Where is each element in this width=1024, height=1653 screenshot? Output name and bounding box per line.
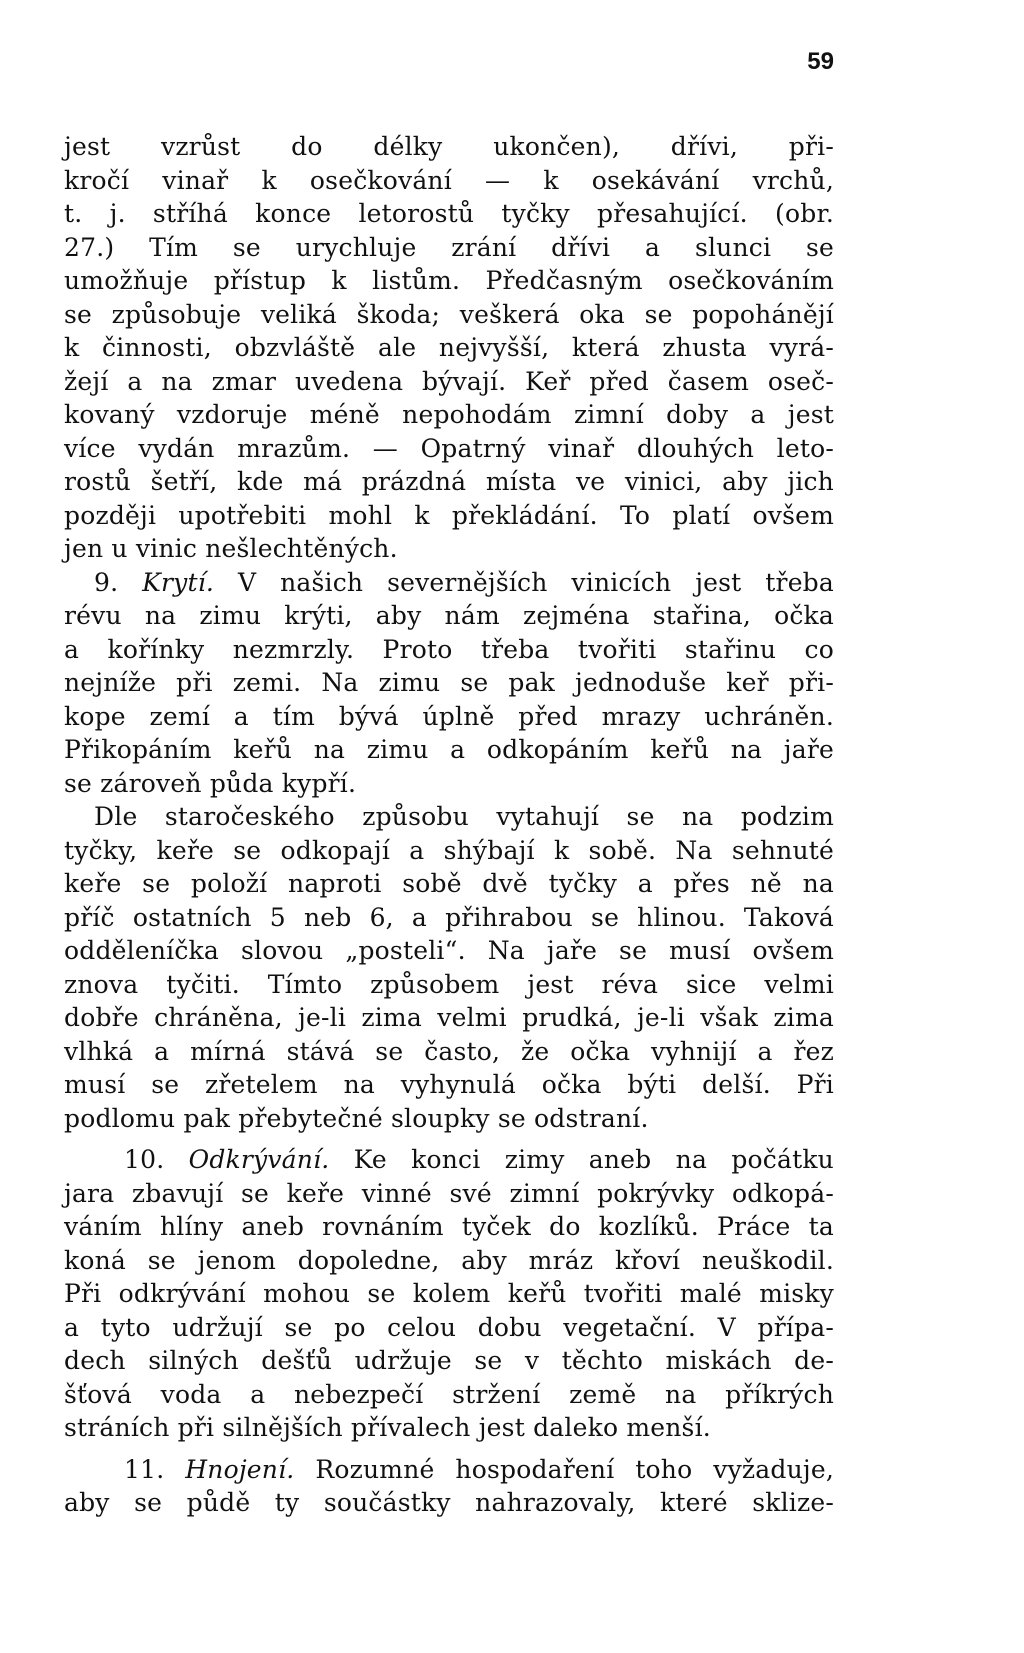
section-heading-line bbox=[64, 1453, 834, 1487]
text-line: znova tyčiti. Tímto způsobem jest réva sice velmi bbox=[64, 969, 834, 999]
text-line: rostů šetří, kde má prázdná místa ve vinici, aby jich bbox=[64, 467, 834, 496]
text-line: dobře chráněna, je-li zima velmi prudká, je-li však zima bbox=[64, 1003, 834, 1032]
text-line: nejníže při zemi. Na zimu se pak jednoduše keř při- bbox=[64, 668, 834, 697]
text-line: více vydán mrazům. — Opatrný vinař dlouhých leto- bbox=[64, 433, 834, 463]
section-number: 11. bbox=[124, 1454, 165, 1484]
text-line: a tyto udržují se po celou dobu vegetační. V přípa- bbox=[64, 1312, 834, 1342]
text-line: Přikopáním keřů na zimu a odkopáním keřů na jaře bbox=[64, 735, 834, 764]
text-line: podlomu pak přebytečné sloupky se odstraní. bbox=[64, 1103, 649, 1133]
text-line: dech silných dešťů udržuje se v těchto miskách de- bbox=[64, 1346, 834, 1375]
text-line: t. j. stříhá konce letorostů tyčky přesahující. (obr. bbox=[64, 199, 834, 228]
text-line: koná se jenom dopoledne, aby mráz křoví neuškodil. bbox=[64, 1245, 834, 1275]
paragraph-section-9 bbox=[64, 566, 834, 801]
text-line: umožňuje přístup k listům. Předčasným osečkováním bbox=[64, 266, 834, 295]
text-line: Při odkrývání mohou se kolem keřů tvořiti malé misky bbox=[64, 1279, 834, 1308]
page-number: 59 bbox=[807, 48, 834, 75]
text-line: jest vzrůst do délky ukončen), dřívi, při- bbox=[64, 132, 834, 161]
text-line: tyčky, keře se odkopají a shýbají k sobě. Na sehnuté bbox=[64, 835, 834, 865]
text-line: jen u vinic nešlechtěných. bbox=[64, 534, 398, 563]
text-line: vlhká a mírná stává se často, že očka vyhnijí a řez bbox=[64, 1036, 834, 1066]
text-line: stráních při silnějších přívalech jest daleko menší. bbox=[64, 1413, 711, 1442]
text-line: žejí a na zmar uvedena bývají. Keř před časem oseč- bbox=[64, 366, 834, 396]
text-line: později upotřebiti mohl k překládání. To platí ovšem bbox=[64, 500, 834, 530]
text-line: musí se zřetelem na vyhynulá očka býti delší. Při bbox=[64, 1070, 834, 1099]
text-line: příč ostatních 5 neb 6, a přihrabou se hlinou. Taková bbox=[64, 902, 834, 932]
section-title: Hnojení. bbox=[185, 1454, 295, 1484]
section-first-line: Rozumné hospodaření toho vyžaduje, bbox=[315, 1454, 834, 1484]
section-number: 10. bbox=[124, 1145, 165, 1174]
text-line: váním hlíny aneb rovnáním tyček do kozlíků. Práce ta bbox=[64, 1212, 834, 1241]
text-line: šťová voda a nebezpečí stržení země na příkrých bbox=[64, 1379, 834, 1409]
text-line: k činnosti, obzvláště ale nejvyšší, která zhusta vyrá- bbox=[64, 333, 834, 362]
section-heading-line bbox=[64, 1143, 834, 1177]
paragraph bbox=[64, 800, 834, 1135]
text-line: keře se položí naproti sobě dvě tyčky a přes ně na bbox=[64, 869, 834, 898]
page-body bbox=[64, 130, 834, 1520]
section-heading-line bbox=[64, 566, 834, 600]
section-title: Odkrývání. bbox=[188, 1145, 330, 1174]
text-line: Dle staročeského způsobu vytahují se na podzim bbox=[94, 802, 834, 831]
text-line: odděleníčka slovou „posteli“. Na jaře se musí ovšem bbox=[64, 936, 834, 965]
text-line: révu na zimu krýti, aby nám zejména stařina, očka bbox=[64, 601, 834, 630]
section-title: Krytí. bbox=[142, 567, 215, 597]
paragraph-section-10 bbox=[64, 1143, 834, 1445]
section-first-line: Ke konci zimy aneb na počátku bbox=[353, 1145, 834, 1174]
section-first-line: V našich severnějších vinicích jest třeba bbox=[237, 567, 834, 597]
text-line: se zároveň půda kypří. bbox=[64, 768, 357, 798]
paragraph bbox=[64, 130, 834, 566]
section-number: 9. bbox=[94, 567, 119, 597]
text-line: kovaný vzdoruje méně nepohodám zimní doby a jest bbox=[64, 400, 834, 429]
text-line: jara zbavují se keře vinné své zimní pokrývky odkopá- bbox=[64, 1178, 834, 1208]
text-line: se způsobuje veliká škoda; veškerá oka se popohánějí bbox=[64, 299, 834, 329]
paragraph-section-11 bbox=[64, 1453, 834, 1520]
text-line: kročí vinař k osečkování — k osekávání vrchů, bbox=[64, 165, 834, 195]
text-line: a kořínky nezmrzly. Proto třeba tvořiti stařinu co bbox=[64, 634, 834, 664]
text-line: 27.) Tím se urychluje zrání dřívi a slunci se bbox=[64, 232, 834, 262]
text-line: aby se půdě ty součástky nahrazovaly, které sklize- bbox=[64, 1488, 834, 1517]
text-line: kope zemí a tím bývá úplně před mrazy uchráněn. bbox=[64, 701, 834, 731]
